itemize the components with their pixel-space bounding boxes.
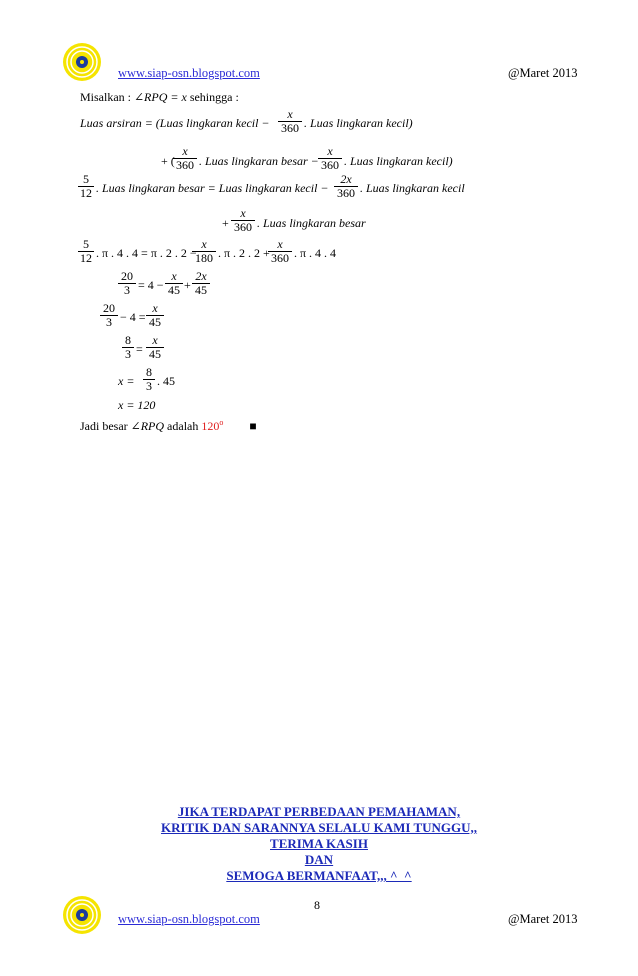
blog-logo-icon xyxy=(62,42,102,82)
eq3-left: . π . 4 . 4 = π . 2 . 2 − xyxy=(96,246,197,260)
eq4-mid: = 4 − xyxy=(138,278,164,292)
eq7-right: . 45 xyxy=(157,374,175,388)
eq8-result: x = 120 xyxy=(118,398,156,412)
fraction-2x-360: $\frac{2x}{360}$ xyxy=(334,173,358,200)
eq5-mid: − 4 = xyxy=(120,310,146,324)
fraction-x-360: $\frac{x}{360}$ xyxy=(318,145,342,172)
page-number: 8 xyxy=(314,898,320,912)
fraction-x-360: $\frac{x}{360}$ xyxy=(278,108,302,135)
answer-value: 120 xyxy=(201,419,220,433)
eq1-cont-mid: . Luas lingkaran besar − xyxy=(199,154,319,168)
eq2-cont-plus: + xyxy=(222,216,229,230)
intro-line: Misalkan : ∠RPQ = x sehingga : xyxy=(80,90,239,104)
fraction-x-360: $\frac{x}{360}$ xyxy=(268,238,292,265)
fraction-x-45: $\frac{x}{45}$ xyxy=(146,334,164,361)
eq2-left: . Luas lingkaran besar = Luas lingkaran kecil − xyxy=(96,181,329,195)
eq1-right: . Luas lingkaran kecil) xyxy=(304,116,413,130)
fraction-x-45: $\frac{x}{45}$ xyxy=(165,270,183,297)
eq4-plus: + xyxy=(184,278,191,292)
eq2-right: . Luas lingkaran kecil xyxy=(360,181,465,195)
end-square-icon: ■ xyxy=(249,419,257,433)
header-site-link[interactable]: www.siap-osn.blogspot.com xyxy=(118,66,260,80)
fraction-2x-45: $\frac{2x}{45}$ xyxy=(192,270,210,297)
eq1-left: Luas arsiran = (Luas lingkaran kecil − xyxy=(80,116,270,130)
eq1-cont-end: . Luas lingkaran kecil) xyxy=(344,154,453,168)
fraction-8-3: $\frac{8}{3}$ xyxy=(143,366,155,393)
fraction-x-45: $\frac{x}{45}$ xyxy=(146,302,164,329)
fraction-8-3: $\frac{8}{3}$ xyxy=(122,334,134,361)
eq7-left: x = xyxy=(118,374,135,388)
conclusion: Jadi besar ∠RPQ adalah 120$^o$ ■ xyxy=(80,418,257,433)
blog-logo-icon xyxy=(62,895,102,935)
fraction-20-3: $\frac{20}{3}$ xyxy=(100,302,118,329)
fraction-x-360: $\frac{x}{360}$ xyxy=(231,207,255,234)
footer-site-link[interactable]: www.siap-osn.blogspot.com xyxy=(118,912,260,926)
closing-message: JIKA TERDAPAT PERBEDAAN PEMAHAMAN, KRITIK DAN SARANNYA SELALU KAMI TUNGGU,, TERIMA KASIH DAN SEMOGA BERMANFAAT,,, ^_^ xyxy=(160,804,478,883)
fraction-x-180: $\frac{x}{180}$ xyxy=(192,238,216,265)
footer-date: @Maret 2013 xyxy=(508,912,578,926)
fraction-5-12: $\frac{5}{12}$ xyxy=(80,237,92,265)
fraction-20-3: $\frac{20}{3}$ xyxy=(118,270,136,297)
eq6-eq: = xyxy=(136,342,143,356)
eq3-mid: . π . 2 . 2 + xyxy=(218,246,270,260)
fraction-x-360: $\frac{x}{360}$ xyxy=(173,145,197,172)
fraction-5-12: $\frac{5}{12}$ xyxy=(80,172,92,200)
eq1-cont-open: + ( xyxy=(161,154,175,168)
eq3-right: . π . 4 . 4 xyxy=(294,246,337,260)
header-date: @Maret 2013 xyxy=(508,66,578,80)
eq2-cont-text: . Luas lingkaran besar xyxy=(257,216,366,230)
